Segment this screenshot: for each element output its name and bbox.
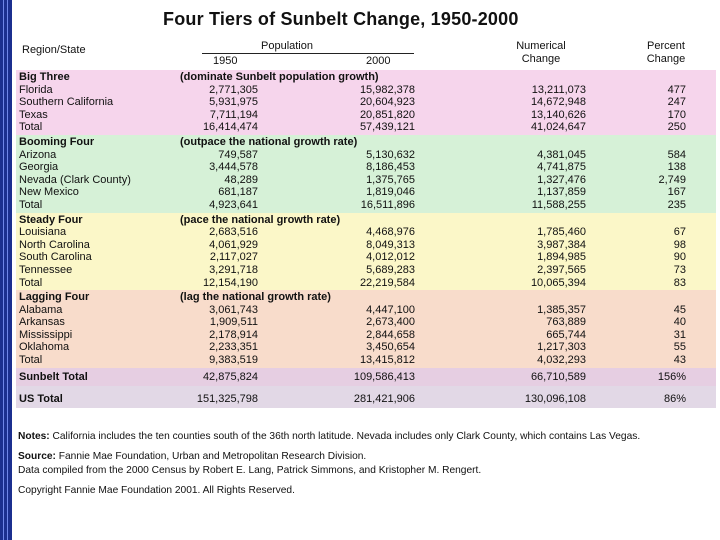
table-row [16,174,716,187]
numerical-change: 14,672,948 [530,96,586,109]
numerical-change: 1,894,985 [537,251,586,264]
numerical-change: 4,381,045 [537,148,586,161]
percent-change: 90 [673,251,686,264]
notes-text: California includes the ten counties south of the 36th north latitude. Nevada includes only Clark County, which contains Las Vegas. [49,431,641,442]
tier-section [16,290,716,368]
table-row [16,251,716,264]
percent-change: 250 [667,121,686,134]
source-text: Fannie Mae Foundation, Urban and Metropolitan Research Division. [55,451,367,462]
state-name: Mississippi [19,328,73,341]
pop-1950: 2,117,027 [209,251,258,264]
header-1950: 1950 [213,55,238,67]
pop-2000: 2,673,400 [366,316,415,329]
table-row [16,96,716,109]
us-total-2000: 281,421,906 [353,392,415,405]
tier-description: (dominate Sunbelt population growth) [180,71,379,83]
pop-2000: 5,130,632 [366,148,415,161]
pop-2000: 22,219,584 [359,276,415,289]
pop-2000: 4,468,976 [366,226,415,239]
pop-2000: 1,819,046 [366,186,415,199]
numerical-change: 1,785,460 [537,226,586,239]
pop-2000: 5,689,283 [366,263,415,276]
header-2000: 2000 [366,55,391,67]
pop-1950: 3,061,743 [209,303,258,316]
tier-name: Lagging Four [19,291,90,304]
state-name: Tennessee [19,263,73,276]
percent-change: 31 [673,328,686,341]
state-name: Texas [19,108,48,121]
table-row [16,149,716,162]
table-row [16,186,716,199]
pop-1950: 5,931,975 [209,96,258,109]
copyright-text: Copyright Fannie Mae Foundation 2001. All Rights Reserved. [18,485,295,496]
numerical-change: 763,889 [546,316,586,329]
pop-1950: 2,771,305 [209,83,258,96]
table-row [16,264,716,277]
us-total-numerical: 130,096,108 [524,392,586,405]
pop-2000: 1,375,765 [366,173,415,186]
state-name: New Mexico [19,186,79,199]
pop-2000: 16,511,896 [360,198,415,211]
state-name: Total [19,354,43,367]
tier-sections [16,70,716,368]
percent-change: 477 [667,83,686,96]
tier-section [16,135,716,213]
percent-change: 247 [667,96,686,109]
table-row [16,329,716,342]
table-row [16,161,716,174]
tier-section [16,70,716,135]
state-name: Total [19,198,43,211]
table-row [16,84,716,97]
tier-heading-row [16,291,716,304]
table-row [16,199,716,212]
tier-name: Steady Four [19,213,83,226]
pop-2000: 13,415,812 [359,354,415,367]
pop-1950: 7,711,194 [209,108,258,121]
us-total-percent: 86% [663,392,686,405]
table-row [16,226,716,239]
state-name: Florida [19,83,53,96]
us-total-row [16,386,716,408]
pop-1950: 2,233,351 [209,341,258,354]
state-name: Arizona [19,148,57,161]
state-name: Total [19,121,43,134]
pop-1950: 9,383,519 [209,354,258,367]
pop-2000: 2,844,658 [366,328,415,341]
numerical-change: 4,032,293 [537,354,586,367]
notes-paragraph [18,430,713,444]
percent-change: 584 [667,148,686,161]
pop-2000: 20,851,820 [359,108,415,121]
tier-heading-row [16,214,716,227]
table-row [16,341,716,354]
numerical-change: 3,987,384 [537,238,586,251]
tier-section [16,213,716,291]
numerical-change: 41,024,647 [530,121,586,134]
state-name: Arkansas [19,316,65,329]
numerical-change: 10,065,394 [530,276,586,289]
source-label: Source: [18,451,56,462]
percent-change: 170 [667,108,686,121]
state-name: Total [19,276,43,289]
population-header-rule [202,53,414,54]
table-row [16,354,716,367]
sunbelt-total-2000: 109,586,413 [353,370,415,383]
header-percent: Percent [647,40,685,52]
percent-change: 235 [667,198,686,211]
state-name: Louisiana [19,226,67,239]
header-region: Region/State [22,44,86,56]
pop-1950: 681,187 [218,186,258,199]
pop-2000: 3,450,654 [366,341,415,354]
pop-1950: 12,154,190 [202,276,258,289]
pop-2000: 4,447,100 [366,303,415,316]
tier-name: Booming Four [19,135,95,148]
page-title: Four Tiers of Sunbelt Change, 1950-2000 [163,9,519,29]
header-percent-change: Change [646,53,686,65]
pop-2000: 8,186,453 [366,161,415,174]
state-name: Southern California [19,96,114,109]
state-name: Georgia [19,161,59,174]
percent-change: 45 [673,303,686,316]
percent-change: 98 [673,238,686,251]
state-name: Oklahoma [19,341,70,354]
table-header [16,38,716,70]
numerical-change: 13,140,626 [530,108,586,121]
state-name: North Carolina [19,238,90,251]
pop-1950: 16,414,474 [202,121,258,134]
percent-change: 67 [673,226,686,239]
percent-change: 55 [673,341,686,354]
state-name: South Carolina [19,251,92,264]
table-row [16,239,716,252]
numerical-change: 2,397,565 [537,263,586,276]
us-total-1950: 151,325,798 [196,392,258,405]
numerical-change: 11,588,255 [531,198,586,211]
sunbelt-total-1950: 42,875,824 [202,370,258,383]
header-numerical: Numerical [516,40,566,52]
percent-change: 167 [667,186,686,199]
state-name: Nevada (Clark County) [19,173,131,186]
percent-change: 138 [667,161,686,174]
numerical-change: 4,741,875 [537,161,586,174]
pop-1950: 4,061,929 [209,238,258,251]
pop-2000: 4,012,012 [366,251,415,264]
percent-change: 40 [673,316,686,329]
pop-1950: 48,289 [224,173,258,186]
header-numerical-change: Change [521,53,561,65]
numerical-change: 1,217,303 [537,341,586,354]
sunbelt-total-label: Sunbelt Total [19,370,88,383]
pop-1950: 4,923,641 [209,198,258,211]
tier-description: (pace the national growth rate) [180,213,341,226]
table-row [16,316,716,329]
percent-change: 2,749 [658,173,686,186]
percent-change: 73 [673,263,686,276]
pop-1950: 2,683,516 [209,226,258,239]
pop-1950: 3,291,718 [209,263,258,276]
percent-change: 43 [673,354,686,367]
tier-description: (outpace the national growth rate) [180,135,358,148]
sunbelt-total-percent: 156% [657,370,686,383]
table-row [16,121,716,134]
pop-2000: 15,982,378 [359,83,415,96]
tier-description: (lag the national growth rate) [180,291,331,304]
tier-name: Big Three [19,71,70,83]
source-paragraph [18,450,713,478]
sunbelt-total-row [16,368,716,386]
tier-heading-row [16,136,716,149]
table-row [16,109,716,122]
pop-1950: 749,587 [218,148,258,161]
left-sidebar-bar [0,0,12,540]
header-population: Population [261,40,313,52]
notes-block [18,430,713,504]
pop-1950: 1,909,511 [209,316,258,329]
numerical-change: 1,327,476 [537,173,586,186]
numerical-change: 665,744 [546,328,586,341]
table-row [16,277,716,290]
pop-2000: 20,604,923 [359,96,415,109]
us-total-label: US Total [19,392,63,405]
pop-2000: 8,049,313 [366,238,415,251]
numerical-change: 1,385,357 [537,303,586,316]
pop-1950: 3,444,578 [209,161,258,174]
compiled-text: Data compiled from the 2000 Census by Robert E. Lang, Patrick Simmons, and Kristopher M. Rengert. [18,465,482,476]
pop-2000: 57,439,121 [359,121,415,134]
pop-1950: 2,178,914 [209,328,258,341]
numerical-change: 13,211,073 [531,83,586,96]
sunbelt-total-numerical: 66,710,589 [530,370,586,383]
state-name: Alabama [19,303,63,316]
tier-heading-row [16,71,716,84]
numerical-change: 1,137,859 [537,186,586,199]
notes-label: Notes: [18,431,50,442]
population-table [16,38,716,408]
table-row [16,304,716,317]
copyright-paragraph [18,484,713,498]
percent-change: 83 [673,276,686,289]
